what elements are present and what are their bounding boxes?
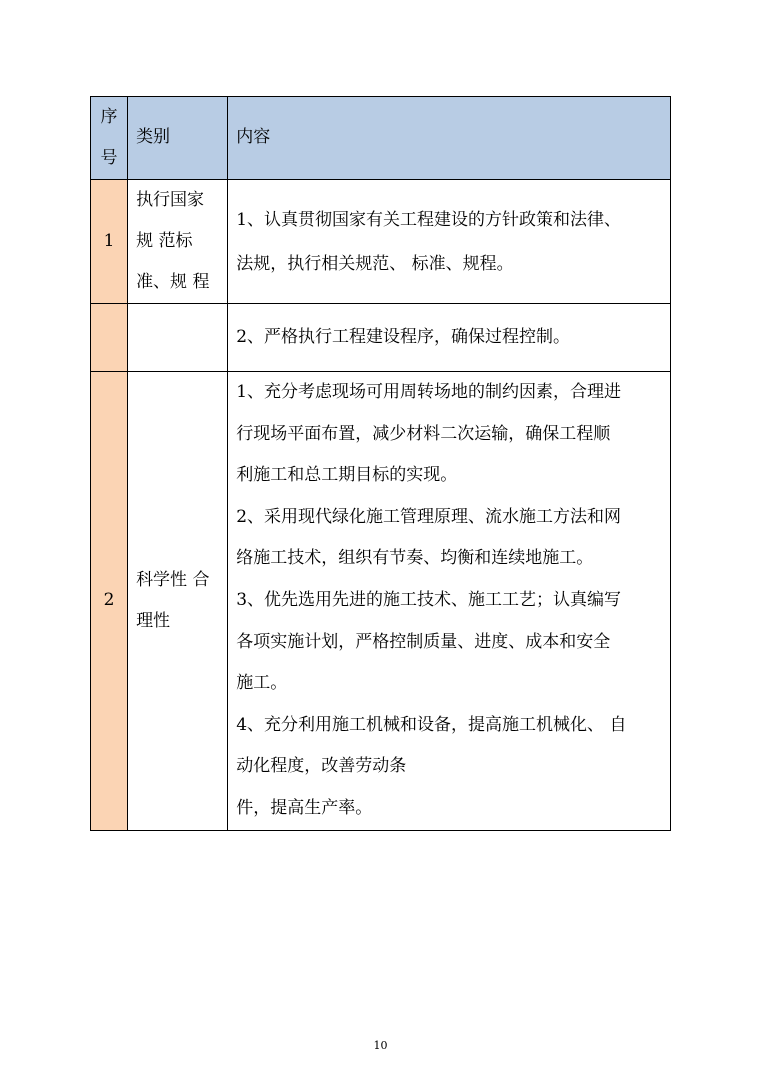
row-index-cell (91, 304, 128, 372)
content-line: 4、充分利用施工机械和设备，提高施工机械化、 自 (236, 714, 627, 735)
content-line: 利施工和总工期目标的实现。 (236, 465, 458, 486)
row-content-cell (228, 372, 671, 831)
table-row (91, 180, 671, 304)
row-category-cell (128, 304, 228, 372)
content-line: 2、采用现代绿化施工管理原理、流水施工方法和网 (236, 506, 622, 527)
row-category-cell (128, 180, 228, 304)
content-line: 法规，执行相关规范、 标准、规程。 (236, 253, 514, 274)
content-table (90, 96, 671, 831)
row-content-cell (228, 180, 671, 304)
content-line: 件，提高生产率。 (236, 797, 373, 818)
header-index-cell (91, 97, 128, 180)
category-line: 规 范标 (136, 231, 193, 251)
content-line: 行现场平面布置，减少材料二次运输，确保工程顺 (236, 423, 611, 444)
category-line: 科学性 合 (136, 569, 210, 590)
header-index-line: 序 (100, 107, 118, 127)
content-line: 2、严格执行工程建设程序，确保过程控制。 (236, 326, 571, 347)
header-content-cell: 内容 (228, 97, 671, 180)
row-index-cell: 2 (91, 372, 128, 831)
category-line: 理性 (136, 610, 171, 631)
content-line: 络施工技术，组织有节奏、均衡和连续地施工。 (236, 548, 594, 569)
content-line: 1、充分考虑现场可用周转场地的制约因素，合理进 (236, 382, 622, 402)
table-row (91, 372, 671, 831)
content-line: 1、认真贯彻国家有关工程建设的方针政策和法律、 (236, 209, 622, 230)
content-line: 3、优先选用先进的施工技术、施工工艺；认真编写 (236, 589, 622, 610)
table-header-row (91, 97, 671, 180)
content-line: 动化程度，改善劳动条 (236, 756, 407, 777)
row-content-cell (228, 304, 671, 372)
header-category-cell: 类别 (128, 97, 228, 180)
table-row (91, 304, 671, 372)
page-number: 10 (373, 1039, 388, 1052)
header-index-line: 号 (100, 148, 118, 168)
row-index-cell: 1 (91, 180, 128, 304)
category-line: 执行国家 (136, 190, 205, 210)
category-line: 准、规 程 (136, 272, 210, 292)
row-category-cell (128, 372, 228, 831)
content-line: 各项实施计划，严格控制质量、进度、成本和安全 (236, 631, 611, 652)
content-line: 施工。 (236, 673, 288, 694)
